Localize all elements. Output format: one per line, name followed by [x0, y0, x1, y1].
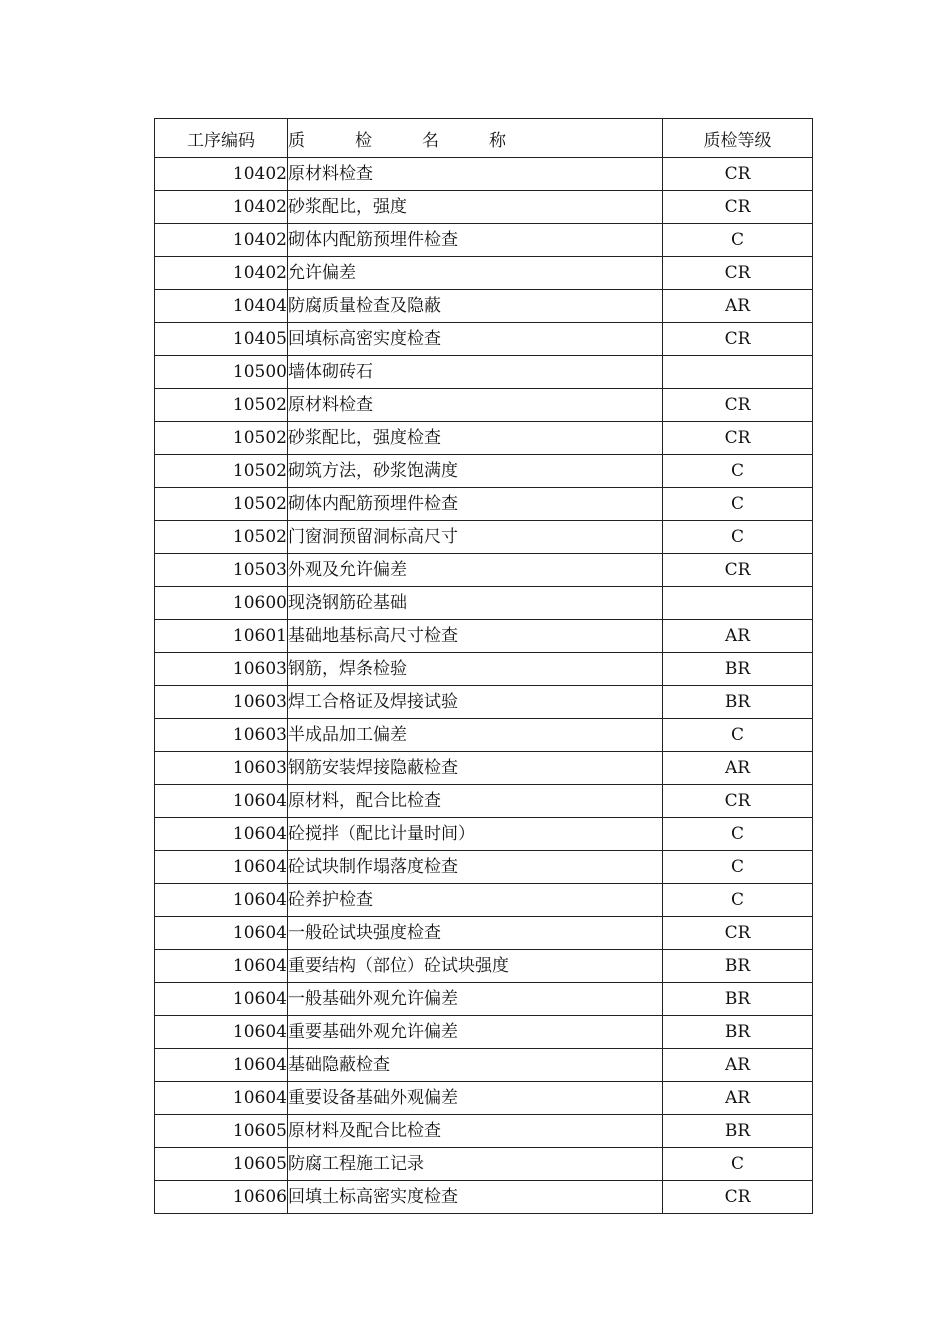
inspection-grade-cell	[663, 356, 813, 389]
table-row	[155, 719, 813, 752]
header-name-char: 检	[355, 131, 372, 151]
table-row	[155, 1148, 813, 1181]
process-code-cell: 10402	[155, 191, 288, 224]
inspection-name-cell: 一般砼试块强度检查	[288, 917, 663, 950]
table-row	[155, 1115, 813, 1148]
process-code-cell: 10603	[155, 653, 288, 686]
inspection-grade-cell: BR	[724, 1121, 751, 1141]
header-process-code: 工序编码	[155, 119, 288, 158]
inspection-name-cell: 一般基础外观允许偏差	[288, 983, 663, 1016]
process-code-cell: 10605	[155, 1115, 288, 1148]
process-code-cell: 10603	[155, 686, 288, 719]
header-inspection-name	[288, 119, 663, 158]
table-row	[155, 983, 813, 1016]
table-row	[155, 158, 813, 191]
inspection-grade-cell: BR	[724, 659, 751, 679]
process-code-cell: 10502	[155, 521, 288, 554]
inspection-name-cell: 防腐工程施工记录	[288, 1148, 663, 1181]
table-row	[155, 917, 813, 950]
inspection-grade-cell: AR	[724, 1088, 751, 1108]
inspection-name-cell: 允许偏差	[288, 257, 663, 290]
inspection-grade-cell	[663, 587, 813, 620]
table-row	[155, 851, 813, 884]
inspection-name-cell: 焊工合格证及焊接试验	[288, 686, 663, 719]
table-row	[155, 686, 813, 719]
process-code-cell: 10606	[155, 1181, 288, 1214]
process-code-cell: 10502	[155, 389, 288, 422]
header-name-char: 名	[422, 131, 439, 151]
table-row	[155, 1016, 813, 1049]
process-code-cell: 10605	[155, 1148, 288, 1181]
quality-inspection-table	[154, 118, 813, 1214]
table-row	[155, 224, 813, 257]
table-row	[155, 323, 813, 356]
inspection-name-cell: 砼搅拌（配比计量时间）	[288, 818, 663, 851]
table-row	[155, 818, 813, 851]
table-row	[155, 884, 813, 917]
inspection-name-cell: 防腐质量检查及隐蔽	[288, 290, 663, 323]
inspection-name-cell: 砼试块制作塌落度检查	[288, 851, 663, 884]
inspection-name-cell: 钢筋，焊条检验	[288, 653, 663, 686]
inspection-grade-cell: CR	[724, 395, 751, 415]
process-code-cell: 10604	[155, 884, 288, 917]
inspection-name-cell: 原材料检查	[288, 389, 663, 422]
inspection-name-cell: 重要结构（部位）砼试块强度	[288, 950, 663, 983]
inspection-name-cell: 原材料，配合比检查	[288, 785, 663, 818]
process-code-cell: 10604	[155, 917, 288, 950]
table-row	[155, 1082, 813, 1115]
process-code-cell: 10604	[155, 1016, 288, 1049]
process-code-cell: 10402	[155, 224, 288, 257]
quality-inspection-sheet	[154, 118, 812, 1214]
process-code-cell: 10402	[155, 257, 288, 290]
process-code-cell: 10604	[155, 1049, 288, 1082]
inspection-grade-cell: AR	[724, 1055, 751, 1075]
inspection-grade-cell: C	[730, 857, 744, 877]
header-inspection-grade: 质检等级	[703, 131, 772, 151]
process-code-cell: 10604	[155, 950, 288, 983]
table-row	[155, 191, 813, 224]
process-code-cell: 10604	[155, 983, 288, 1016]
table-row	[155, 1181, 813, 1214]
table-row	[155, 620, 813, 653]
inspection-grade-cell: BR	[724, 692, 751, 712]
inspection-name-cell: 砌筑方法，砂浆饱满度	[288, 455, 663, 488]
process-code-cell: 10402	[155, 158, 288, 191]
inspection-grade-cell: AR	[724, 296, 751, 316]
inspection-name-cell: 外观及允许偏差	[288, 554, 663, 587]
process-code-cell: 10502	[155, 455, 288, 488]
process-code-cell: 10604	[155, 1082, 288, 1115]
inspection-grade-cell: BR	[724, 956, 751, 976]
inspection-grade-cell: C	[730, 890, 744, 910]
process-code-cell: 10601	[155, 620, 288, 653]
header-name-char: 称	[489, 131, 506, 151]
inspection-grade-cell: C	[730, 494, 744, 514]
inspection-grade-cell: BR	[724, 1022, 751, 1042]
inspection-grade-cell: C	[730, 824, 744, 844]
table-row	[155, 455, 813, 488]
inspection-name-cell: 现浇钢筋砼基础	[288, 587, 663, 620]
inspection-grade-cell: CR	[724, 197, 751, 217]
table-row	[155, 785, 813, 818]
inspection-name-cell: 钢筋安装焊接隐蔽检查	[288, 752, 663, 785]
inspection-name-cell: 砌体内配筋预埋件检查	[288, 224, 663, 257]
process-code-cell: 10502	[155, 422, 288, 455]
inspection-grade-cell: C	[730, 1154, 744, 1174]
table-row	[155, 389, 813, 422]
process-code-cell: 10604	[155, 818, 288, 851]
table-row	[155, 290, 813, 323]
inspection-name-cell: 重要基础外观允许偏差	[288, 1016, 663, 1049]
table-header-row	[155, 119, 813, 158]
table-row	[155, 422, 813, 455]
inspection-name-cell: 砌体内配筋预埋件检查	[288, 488, 663, 521]
inspection-grade-cell: C	[730, 461, 744, 481]
inspection-name-cell: 原材料检查	[288, 158, 663, 191]
inspection-grade-cell: CR	[724, 560, 751, 580]
table-row	[155, 554, 813, 587]
table-row	[155, 653, 813, 686]
table-row	[155, 257, 813, 290]
inspection-grade-cell: C	[730, 725, 744, 745]
inspection-grade-cell: CR	[724, 791, 751, 811]
table-row	[155, 587, 813, 620]
inspection-name-cell: 半成品加工偏差	[288, 719, 663, 752]
inspection-name-cell: 墙体砌砖石	[288, 356, 663, 389]
inspection-grade-cell: CR	[724, 428, 751, 448]
process-code-cell: 10603	[155, 752, 288, 785]
inspection-grade-cell: AR	[724, 626, 751, 646]
inspection-grade-cell: CR	[724, 263, 751, 283]
inspection-name-cell: 门窗洞预留洞标高尺寸	[288, 521, 663, 554]
process-code-cell: 10604	[155, 851, 288, 884]
process-code-cell: 10500	[155, 356, 288, 389]
inspection-name-cell: 回填标高密实度检查	[288, 323, 663, 356]
inspection-grade-cell: C	[730, 230, 744, 250]
process-code-cell: 10604	[155, 785, 288, 818]
table-row	[155, 752, 813, 785]
inspection-name-cell: 原材料及配合比检查	[288, 1115, 663, 1148]
inspection-name-cell: 重要设备基础外观偏差	[288, 1082, 663, 1115]
inspection-grade-cell: CR	[724, 923, 751, 943]
process-code-cell: 10603	[155, 719, 288, 752]
inspection-name-cell: 回填土标高密实度检查	[288, 1181, 663, 1214]
table-row	[155, 488, 813, 521]
inspection-grade-cell: CR	[724, 329, 751, 349]
header-name-char: 质	[288, 131, 305, 151]
inspection-grade-cell: CR	[724, 164, 751, 184]
process-code-cell: 10404	[155, 290, 288, 323]
table-row	[155, 950, 813, 983]
inspection-name-cell: 砂浆配比，强度	[288, 191, 663, 224]
inspection-grade-cell: CR	[724, 1187, 751, 1207]
inspection-name-cell: 基础隐蔽检查	[288, 1049, 663, 1082]
table-row	[155, 1049, 813, 1082]
process-code-cell: 10600	[155, 587, 288, 620]
table-row	[155, 521, 813, 554]
process-code-cell: 10503	[155, 554, 288, 587]
inspection-grade-cell: BR	[724, 989, 751, 1009]
inspection-grade-cell: C	[730, 527, 744, 547]
process-code-cell: 10502	[155, 488, 288, 521]
table-row	[155, 356, 813, 389]
inspection-grade-cell: AR	[724, 758, 751, 778]
inspection-name-cell: 砂浆配比，强度检查	[288, 422, 663, 455]
inspection-name-cell: 基础地基标高尺寸检查	[288, 620, 663, 653]
inspection-name-cell: 砼养护检查	[288, 884, 663, 917]
process-code-cell: 10405	[155, 323, 288, 356]
